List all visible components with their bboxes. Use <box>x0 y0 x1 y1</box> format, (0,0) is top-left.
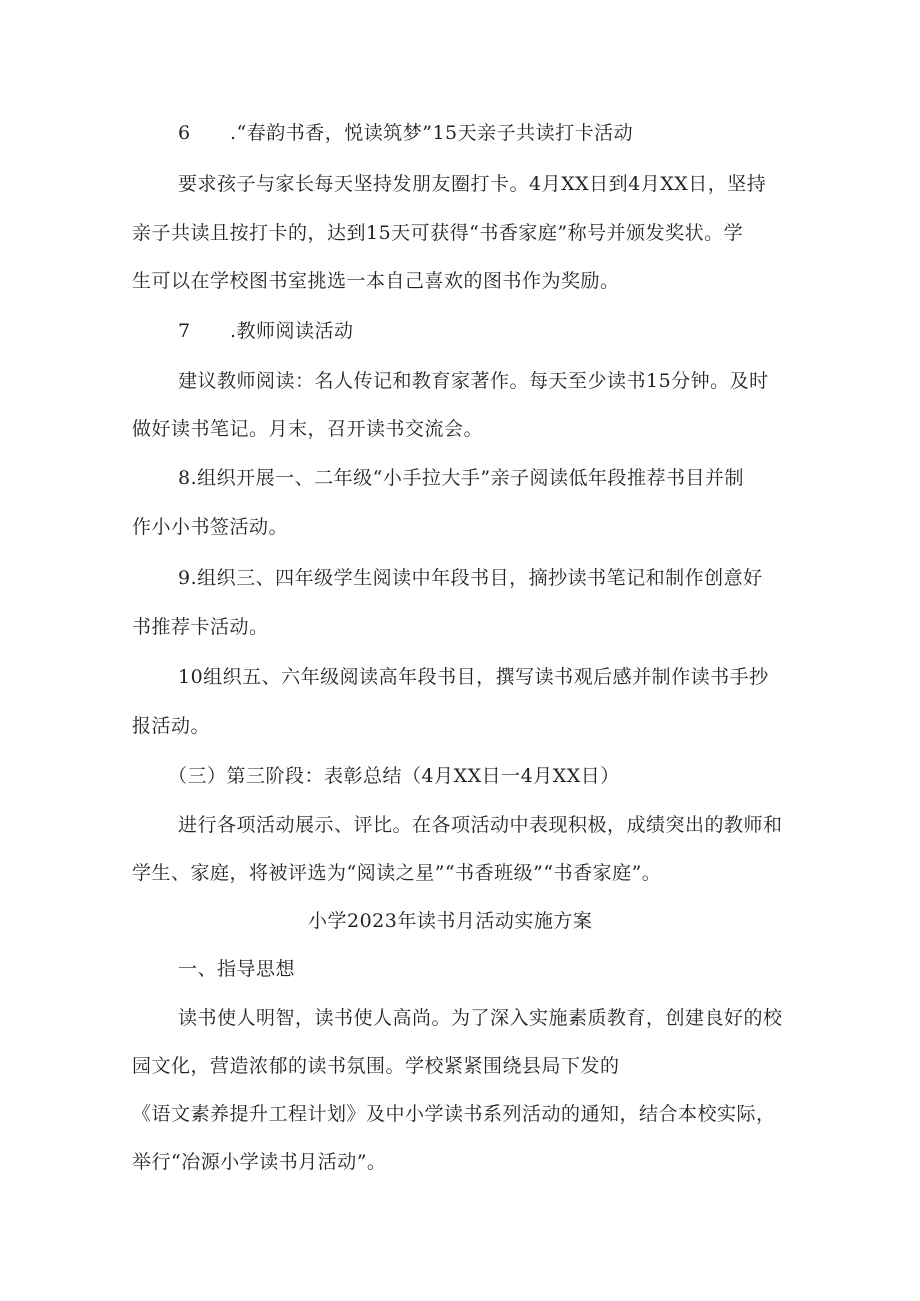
item-6-number: 6 <box>178 122 191 144</box>
item-7-paragraph-line-1: 建议教师阅读：名人传记和教育家著作。每天至少读书15分钟。及时 <box>178 370 769 392</box>
item-8-line-1: 8.组织开展一、二年级“小手拉大手”亲子阅读低年段推荐书目并制 <box>178 467 745 489</box>
item-9-line-1: 9.组织三、四年级学生阅读中年段书目，摘抄读书笔记和制作创意好 <box>178 567 763 589</box>
document-title: 小学2023年读书月活动实施方案 <box>308 910 593 932</box>
item-10-line-1: 10组织五、六年级阅读高年段书目，撰写读书观后感并制作读书手抄 <box>178 666 769 688</box>
section-1-paragraph-line-3: 《语文素养提升工程计划》及中小学读书系列活动的通知，结合本校实际， <box>132 1103 776 1125</box>
item-9-line-2: 书推荐卡活动。 <box>132 616 269 638</box>
item-6-title: .“春韵书香，悦读筑梦”15天亲子共读打卡活动 <box>230 122 634 144</box>
section-1-paragraph-line-4: 举行“冶源小学读书月活动”。 <box>132 1151 387 1173</box>
item-8-line-2: 作小小书签活动。 <box>132 516 289 538</box>
item-6-paragraph-line-3: 生可以在学校图书室挑选一本自己喜欢的图书作为奖励。 <box>132 270 620 292</box>
item-6-heading <box>178 120 633 146</box>
item-6-paragraph-line-1: 要求孩子与家长每天坚持发朋友圈打卡。4月XX日到4月XX日，坚持 <box>178 173 767 195</box>
item-7-number: 7 <box>178 320 191 342</box>
item-7-heading <box>178 318 354 344</box>
stage-3-paragraph-line-1: 进行各项活动展示、评比。在各项活动中表现积极，成绩突出的教师和 <box>178 814 783 836</box>
section-1-paragraph-line-1: 读书使人明智，读书使人高尚。为了深入实施素质教育，创建良好的校 <box>178 1007 783 1029</box>
item-7-paragraph-line-2: 做好读书笔记。月末，召开读书交流会。 <box>132 418 484 440</box>
stage-3-paragraph-line-2: 学生、家庭，将被评选为“阅读之星”“书香班级”“书香家庭”。 <box>132 862 662 884</box>
stage-3-heading: （三）第三阶段：表彰总结（4月XX日一4月XX日） <box>168 765 620 787</box>
item-6-paragraph-line-2: 亲子共读且按打卡的，达到15天可获得“书香家庭”称号并颁发奖状。学 <box>132 222 744 244</box>
item-10-line-2: 报活动。 <box>132 715 211 737</box>
section-1-paragraph-line-2: 园文化，营造浓郁的读书氛围。学校紧紧围绕县局下发的 <box>132 1055 620 1077</box>
item-7-title: .教师阅读活动 <box>230 320 354 342</box>
section-1-heading: 一、指导思想 <box>178 958 296 980</box>
